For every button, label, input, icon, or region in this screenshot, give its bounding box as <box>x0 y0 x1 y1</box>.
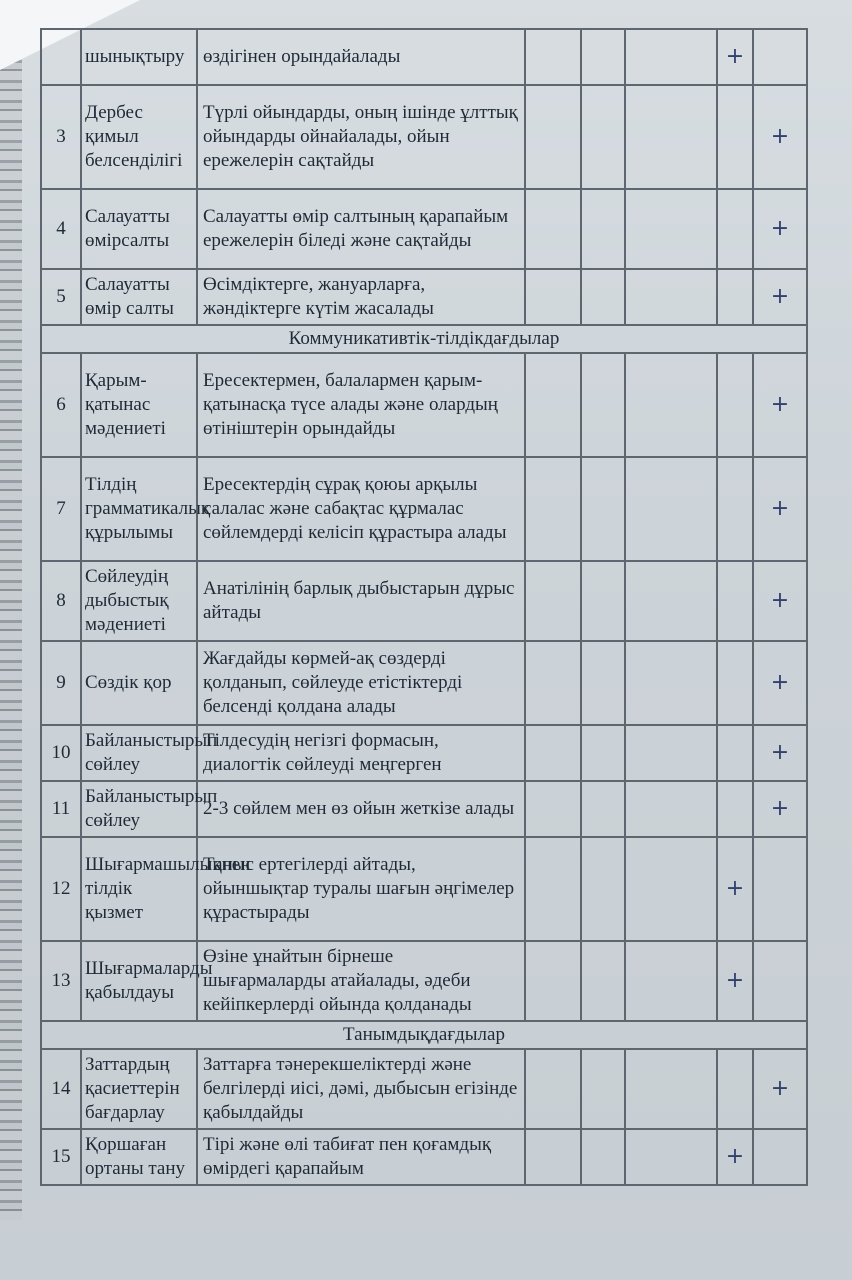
level-cell <box>581 725 625 781</box>
section-row <box>41 325 807 353</box>
level-cell <box>625 561 717 641</box>
table-row <box>41 353 807 457</box>
row-number: 10 <box>41 725 81 781</box>
skill-description: Өсімдіктерге, жануарларға, жәндіктерге күтім жасалады <box>197 269 525 325</box>
skill-description: Тірі және өлі табиғат пен қоғамдық өмірдегі қарапайым <box>197 1129 525 1185</box>
page-bottom-margin <box>0 1232 852 1280</box>
assessment-table <box>40 28 808 1186</box>
table-row <box>41 457 807 561</box>
level-cell <box>717 781 753 837</box>
table-row <box>41 837 807 941</box>
skill-description: Түрлі ойындарды, оның ішінде ұлттық ойындарды ойнайалады, ойын ережелерін сақтайды <box>197 85 525 189</box>
plus-mark: + <box>753 269 807 325</box>
row-number: 7 <box>41 457 81 561</box>
row-number: 11 <box>41 781 81 837</box>
skill-name: Салауатты өмір салты <box>81 269 197 325</box>
skill-description: Таныс ертегілерді айтады, ойыншықтар туралы шағын әңгімелер құрастырады <box>197 837 525 941</box>
table-row <box>41 641 807 725</box>
skill-name: Қоршаған ортаны тану <box>81 1129 197 1185</box>
plus-mark: + <box>753 561 807 641</box>
row-number: 14 <box>41 1049 81 1129</box>
plus-mark: + <box>717 837 753 941</box>
plus-mark: + <box>717 941 753 1021</box>
level-cell <box>525 641 581 725</box>
section-row <box>41 1021 807 1049</box>
level-cell <box>625 725 717 781</box>
section-header-cognitive: Танымдықдағдылар <box>41 1021 807 1049</box>
level-cell <box>753 837 807 941</box>
level-cell <box>625 29 717 85</box>
plus-mark: + <box>753 641 807 725</box>
plus-mark: + <box>753 725 807 781</box>
level-cell <box>525 837 581 941</box>
table-row <box>41 189 807 269</box>
plus-mark: + <box>717 1129 753 1185</box>
section-header-communicative: Коммуникативтік-тілдікдағдылар <box>41 325 807 353</box>
level-cell <box>581 837 625 941</box>
level-cell <box>625 189 717 269</box>
level-cell <box>525 269 581 325</box>
level-cell <box>525 781 581 837</box>
level-cell <box>525 725 581 781</box>
level-cell <box>625 269 717 325</box>
level-cell <box>525 85 581 189</box>
table-row <box>41 85 807 189</box>
level-cell <box>625 1129 717 1185</box>
level-cell <box>717 189 753 269</box>
level-cell <box>625 353 717 457</box>
skill-name: Қарым-қатынас мәдениеті <box>81 353 197 457</box>
skill-description: Салауатты өмір салтының қарапайым ережелерін біледі және сақтайды <box>197 189 525 269</box>
level-cell <box>717 269 753 325</box>
level-cell <box>525 561 581 641</box>
scan-edge-artifact <box>0 40 22 1220</box>
level-cell <box>717 641 753 725</box>
row-number: 3 <box>41 85 81 189</box>
skill-name: Сөздік қор <box>81 641 197 725</box>
skill-name: Тілдің грамматикалық құрылымы <box>81 457 197 561</box>
skill-description: өздігінен орындайалады <box>197 29 525 85</box>
level-cell <box>525 1129 581 1185</box>
table-row <box>41 561 807 641</box>
row-number: 4 <box>41 189 81 269</box>
row-number: 6 <box>41 353 81 457</box>
plus-mark: + <box>753 1049 807 1129</box>
level-cell <box>717 1049 753 1129</box>
skill-name: Сөйлеудің дыбыстық мәдениеті <box>81 561 197 641</box>
table-row <box>41 1049 807 1129</box>
level-cell <box>581 781 625 837</box>
level-cell <box>581 29 625 85</box>
level-cell <box>581 941 625 1021</box>
level-cell <box>525 189 581 269</box>
level-cell <box>717 85 753 189</box>
level-cell <box>625 85 717 189</box>
skill-description: Ересектермен, балалармен қарым-қатынасқа түсе алады және олардың өтініштерін орындайды <box>197 353 525 457</box>
plus-mark: + <box>753 781 807 837</box>
row-number: 5 <box>41 269 81 325</box>
level-cell <box>581 561 625 641</box>
skill-description: Өзіне ұнайтын бірнеше шығармаларды атайалады, әдеби кейіпкерлерді ойында қолданады <box>197 941 525 1021</box>
row-number: 8 <box>41 561 81 641</box>
row-number <box>41 29 81 85</box>
row-number: 9 <box>41 641 81 725</box>
skill-name: Байланыстырып сөйлеу <box>81 781 197 837</box>
skill-description: Тілдесудің негізгі формасын, диалогтік сөйлеуді меңгерген <box>197 725 525 781</box>
skill-name: шынықтыру <box>81 29 197 85</box>
plus-mark: + <box>753 353 807 457</box>
level-cell <box>625 837 717 941</box>
level-cell <box>581 1129 625 1185</box>
skill-description: Заттарға тәнерекшеліктерді және белгілерді иісі, дәмі, дыбысын егізінде қабылдайды <box>197 1049 525 1129</box>
plus-mark: + <box>753 85 807 189</box>
level-cell <box>625 1049 717 1129</box>
level-cell <box>625 941 717 1021</box>
level-cell <box>625 641 717 725</box>
table-row <box>41 29 807 85</box>
level-cell <box>581 85 625 189</box>
level-cell <box>581 1049 625 1129</box>
plus-mark: + <box>717 29 753 85</box>
level-cell <box>525 941 581 1021</box>
row-number: 13 <box>41 941 81 1021</box>
level-cell <box>625 781 717 837</box>
level-cell <box>717 353 753 457</box>
level-cell <box>581 189 625 269</box>
level-cell <box>581 641 625 725</box>
skill-description: Жағдайды көрмей-ақ сөздерді қолданып, сөйлеуде етістіктерді белсенді қолдана алады <box>197 641 525 725</box>
row-number: 12 <box>41 837 81 941</box>
level-cell <box>625 457 717 561</box>
level-cell <box>525 457 581 561</box>
level-cell <box>717 561 753 641</box>
skill-name: Шығармаларды қабылдауы <box>81 941 197 1021</box>
level-cell <box>753 29 807 85</box>
level-cell <box>525 29 581 85</box>
plus-mark: + <box>753 189 807 269</box>
level-cell <box>525 353 581 457</box>
table-row <box>41 941 807 1021</box>
skill-description: Ересектердің сұрақ қоюы арқылы салалас және сабақтас құрмалас сөйлемдерді келісіп құрастыра алады <box>197 457 525 561</box>
level-cell <box>525 1049 581 1129</box>
level-cell <box>753 1129 807 1185</box>
skill-name: Байланыстырып сөйлеу <box>81 725 197 781</box>
level-cell <box>581 457 625 561</box>
table-row <box>41 1129 807 1185</box>
level-cell <box>717 725 753 781</box>
skill-description: Анатілінің барлық дыбыстарын дұрыс айтады <box>197 561 525 641</box>
level-cell <box>753 941 807 1021</box>
row-number: 15 <box>41 1129 81 1185</box>
level-cell <box>581 269 625 325</box>
skill-name: Дербес қимыл белсенділігі <box>81 85 197 189</box>
table-row <box>41 725 807 781</box>
table-row <box>41 269 807 325</box>
level-cell <box>581 353 625 457</box>
skill-name: Салауатты өмірсалты <box>81 189 197 269</box>
plus-mark: + <box>753 457 807 561</box>
table-row <box>41 781 807 837</box>
skill-description: 2-3 сөйлем мен өз ойын жеткізе алады <box>197 781 525 837</box>
skill-name: Шығармашылықпен тілдік қызмет <box>81 837 197 941</box>
level-cell <box>717 457 753 561</box>
skill-name: Заттардың қасиеттерін бағдарлау <box>81 1049 197 1129</box>
